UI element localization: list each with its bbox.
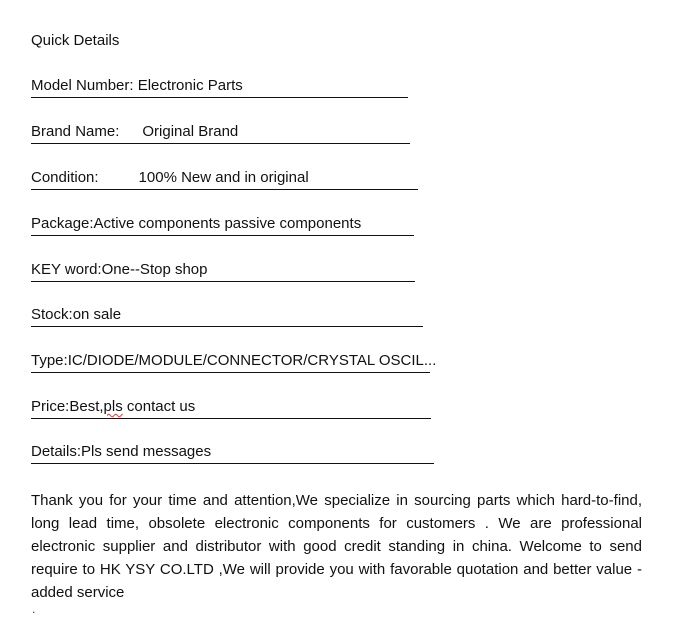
stock-label: Stock: (31, 306, 73, 323)
model-number-label: Model Number: (31, 77, 134, 94)
brand-name-value: Original Brand (142, 123, 239, 140)
type-field (31, 352, 437, 373)
brand-name-label: Brand Name: (31, 123, 120, 140)
quick-details-heading: Quick Details (31, 32, 120, 49)
condition-value: 100% New and in original (138, 169, 309, 186)
package-label: Package: (31, 215, 94, 232)
keyword-label: KEY word: (31, 261, 102, 278)
details-value: Pls send messages (81, 443, 212, 460)
price-spellcheck-word: pls (103, 398, 123, 415)
stock-value: on sale (72, 306, 122, 323)
price-field (31, 398, 431, 419)
model-number-value: Electronic Parts (137, 77, 243, 94)
price-value-post: contact us (122, 398, 196, 415)
package-value: Active components passive components (93, 215, 362, 232)
details-field (31, 443, 434, 464)
stock-field (31, 306, 423, 327)
trailing-mark: . (32, 602, 36, 616)
description-paragraph: Thank you for your time and attention,We specialize in sourcing parts which hard-to-find, long lead time, obsolete electronic components for customers . We are professional electronic supplier and distributor with good credit standing in china. Welcome to send require to HK YSY CO.LTD ,We will provide you with favorable quotation and better value -added service (31, 492, 642, 601)
brand-name-field (31, 123, 410, 144)
type-label: Type: (31, 352, 68, 369)
keyword-value: One--Stop shop (101, 261, 208, 278)
price-label: Price: (31, 398, 70, 415)
package-field (31, 215, 414, 236)
price-value-pre: Best, (69, 398, 104, 415)
model-number-field (31, 77, 408, 98)
details-label: Details: (31, 443, 82, 460)
type-value: IC/DIODE/MODULE/CONNECTOR/CRYSTAL OSCIL... (67, 352, 437, 369)
condition-label: Condition: (31, 169, 99, 186)
keyword-field (31, 261, 415, 282)
condition-field (31, 169, 418, 190)
